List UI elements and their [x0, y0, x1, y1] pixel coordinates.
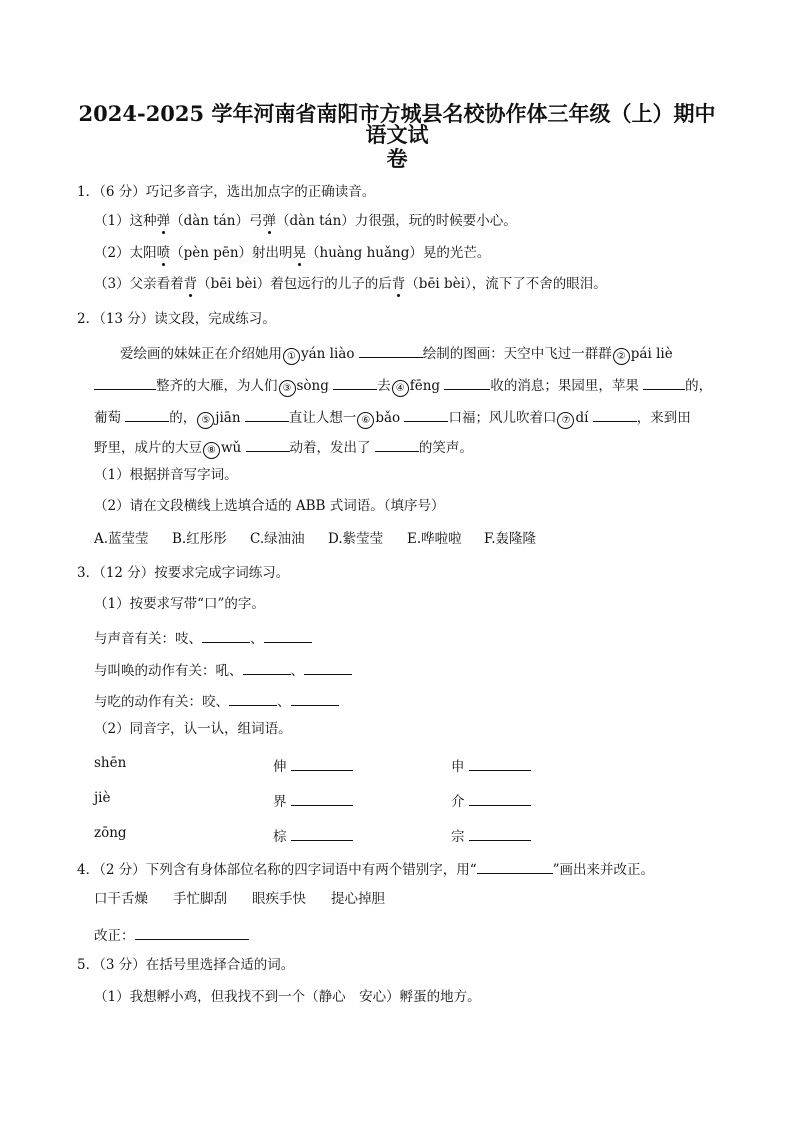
- q2-heading: 2．（13 分）读文段，完成练习。: [77, 311, 276, 327]
- answer-blank[interactable]: [229, 692, 277, 706]
- option-a: A.蓝莹莹: [94, 531, 149, 547]
- q4-correction: 改正：: [94, 926, 249, 944]
- option-b: B.红彤彤: [172, 531, 227, 547]
- answer-blank[interactable]: [404, 408, 448, 422]
- q2-subquestion-2: （2）请在文段横线上选填合适的 ABB 式词语。（填序号）: [94, 498, 445, 514]
- idiom: 提心掉胆: [331, 891, 385, 907]
- q3-call-row: 与叫唤的动作有关：吼、 、: [94, 661, 352, 679]
- homophone-char-b-1: 申: [451, 757, 531, 775]
- homophone-char-b-2: 介: [451, 792, 531, 810]
- homophone-char-b-3: 宗: [451, 827, 531, 845]
- dotted-char: 弹: [262, 213, 276, 229]
- q1-item-1: （1）这种弹（dàn tán）弓弹（dàn tán）力很强，玩的时候要小心。: [94, 213, 517, 229]
- q2-passage-line-4: 野里，成片的大豆 ⑧ wǔ 动着，发出了 的笑声。: [94, 438, 473, 459]
- dotted-char: 晃: [292, 245, 307, 261]
- circled-number: ⑤: [197, 412, 214, 429]
- idiom: 眼疾手快: [252, 891, 306, 907]
- option-d: D.紫莹莹: [328, 531, 384, 547]
- circled-number: ④: [392, 380, 409, 397]
- q1-item-3: （3）父亲看着背（bēi bèi）着包远行的儿子的后背（bēi bèi），流下了不舍的眼泪。: [94, 276, 607, 292]
- q5-heading: 5．（3 分）在括号里选择合适的词。: [77, 957, 295, 973]
- q2-subquestion-1: （1）根据拼音写字词。: [94, 467, 238, 483]
- q5-item-1: （1）我想孵小鸡，但我找不到一个（静心 安心）孵蛋的地方。: [94, 989, 481, 1005]
- q3-eat-row: 与吃的动作有关：咬、 、: [94, 692, 339, 710]
- option-e: E.哗啦啦: [407, 531, 462, 547]
- answer-blank[interactable]: [469, 827, 531, 841]
- q4-words: [94, 893, 385, 907]
- q1-heading: 1．（6 分）巧记多音字，选出加点字的正确读音。: [77, 184, 376, 200]
- answer-blank[interactable]: [444, 376, 490, 390]
- q1-item-2: （2）太阳喷（pèn pēn）射出明晃（huàng huǎng）晃的光芒。: [94, 245, 491, 261]
- circled-number: ⑧: [203, 442, 220, 459]
- idiom: 手忙脚刮: [173, 891, 227, 907]
- answer-blank[interactable]: [94, 376, 156, 390]
- answer-blank[interactable]: [202, 629, 250, 643]
- dotted-char: 喷: [156, 245, 171, 261]
- answer-blank[interactable]: [125, 408, 169, 422]
- answer-blank[interactable]: [593, 408, 637, 422]
- homophone-pinyin-3: zōng: [94, 825, 127, 841]
- homophone-char-a-2: 界: [273, 792, 353, 810]
- paper-title-line2: 卷: [386, 146, 408, 171]
- answer-blank[interactable]: [643, 376, 685, 390]
- dotted-char: 弹: [156, 213, 171, 229]
- option-f: F.轰隆隆: [484, 531, 537, 547]
- circled-number: ⑥: [357, 412, 374, 429]
- answer-blank[interactable]: [359, 344, 423, 358]
- q2-passage-line-1: 爱绘画的妹妹正在介绍她用 ① yán liào 绘制的图画：天空中飞过一群群 ② pái liè: [120, 344, 673, 365]
- answer-blank[interactable]: [245, 408, 289, 422]
- answer-blank[interactable]: [291, 757, 353, 771]
- circled-number: ⑦: [557, 412, 574, 429]
- answer-blank[interactable]: [246, 438, 290, 452]
- homophone-char-a-1: 伸: [273, 757, 353, 775]
- circled-number: ①: [283, 348, 300, 365]
- homophone-pinyin-2: jiè: [94, 790, 111, 806]
- answer-blank[interactable]: [291, 827, 353, 841]
- answer-blank[interactable]: [291, 692, 339, 706]
- q4-heading: 4．（2 分）下列含有身体部位名称的四字词语中有两个错别字，用“ ”画出来并改正。: [77, 862, 655, 878]
- answer-blank[interactable]: [469, 757, 531, 771]
- q3-heading: 3．（12 分）按要求完成字词练习。: [77, 565, 290, 581]
- homophone-pinyin-1: shēn: [94, 755, 127, 771]
- answer-blank[interactable]: [375, 438, 419, 452]
- q2-options: [94, 533, 536, 547]
- answer-blank[interactable]: [243, 661, 291, 675]
- q2-passage-line-2: 整齐的大雁，为人们 ③ sòng 去 ④ fēng 收的消息；果园里，苹果 的，: [94, 376, 712, 397]
- dotted-char: 背: [391, 276, 406, 292]
- answer-blank[interactable]: [333, 376, 377, 390]
- answer-blank[interactable]: [135, 926, 249, 940]
- idiom: 口干舌燥: [94, 891, 148, 907]
- answer-blank[interactable]: [264, 629, 312, 643]
- underline-sample: [477, 860, 553, 874]
- paper-title-line1: 2024-2025 学年河南省南阳市方城县名校协作体三年级（上）期中语文试: [78, 101, 716, 147]
- q3-subquestion-1: （1）按要求写带“口”的字。: [94, 596, 265, 612]
- circled-number: ③: [279, 380, 296, 397]
- q2-passage-line-3: 葡萄 的， ⑤ jiān 直让人想一 ⑥ bǎo 口福；风儿吹着口 ⑦ dí ，来到田: [94, 408, 691, 429]
- homophone-char-a-3: 棕: [273, 827, 353, 845]
- answer-blank[interactable]: [304, 661, 352, 675]
- q3-sound-row: 与声音有关：吱、 、: [94, 629, 312, 647]
- answer-blank[interactable]: [469, 792, 531, 806]
- q3-subquestion-2: （2）同音字，认一认，组词语。: [94, 721, 292, 737]
- answer-blank[interactable]: [291, 792, 353, 806]
- dotted-char: 背: [183, 276, 198, 292]
- option-c: C.绿油油: [250, 531, 305, 547]
- circled-number: ②: [613, 348, 630, 365]
